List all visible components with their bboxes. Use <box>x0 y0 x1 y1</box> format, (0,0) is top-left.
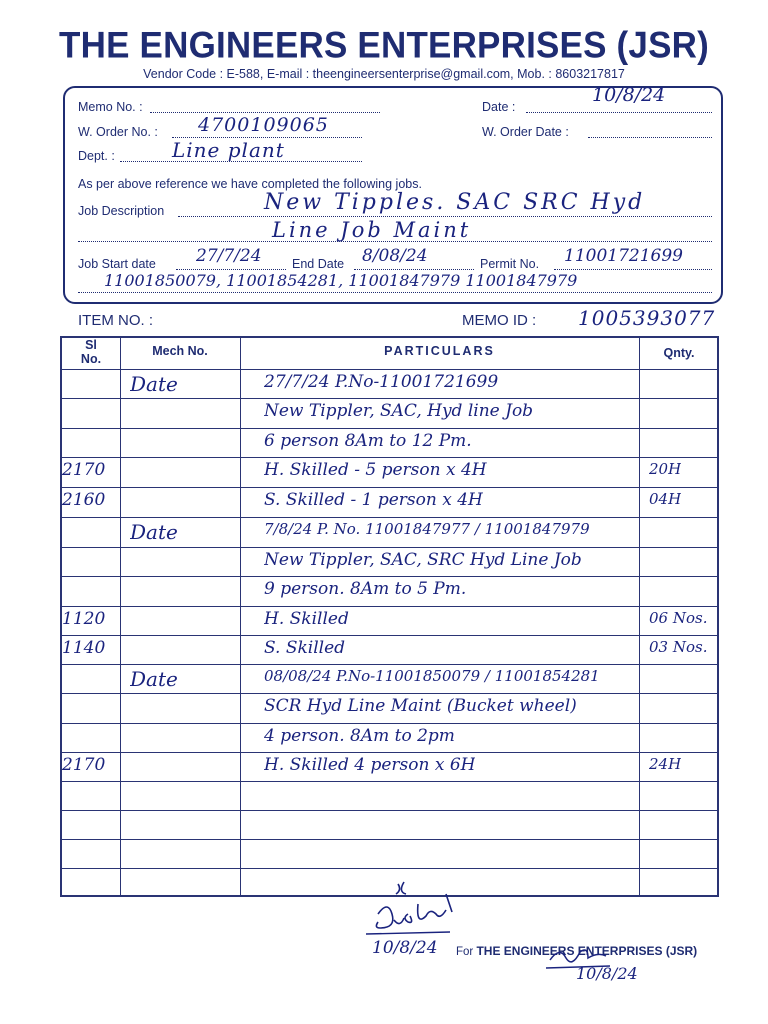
header-particulars: PARTICULARS <box>384 344 495 358</box>
work-order-date-label: W. Order Date : <box>482 125 569 139</box>
company-title: THE ENGINEERS ENTERPRISES (JSR) <box>59 25 709 66</box>
memo-no-label: Memo No. : <box>78 100 143 114</box>
permit-numbers-line-2: 11001850079, 11001854281, 11001847979 11001847979 <box>104 271 578 290</box>
signature-2-date: 10/8/24 <box>576 964 638 983</box>
job-start-line <box>176 269 286 270</box>
job-description-value-1: New Tipples. SAC SRC Hyd <box>264 190 646 215</box>
cell-particulars: New Tippler, SAC, Hyd line Job <box>264 401 534 421</box>
table-row-line <box>60 487 719 488</box>
table-row-line <box>60 868 719 869</box>
table-row-line <box>60 723 719 724</box>
job-description-label: Job Description <box>78 204 165 218</box>
cell-particulars: 08/08/24 P.No-11001850079 / 11001854281 <box>264 667 600 685</box>
end-date-label: End Date <box>292 257 345 271</box>
job-start-label: Job Start date <box>78 257 156 271</box>
permit-line-2 <box>78 292 712 293</box>
job-description-line-1 <box>178 216 712 217</box>
footer-prefix: For <box>456 946 474 958</box>
cell-sl: 1120 <box>62 609 106 629</box>
cell-particulars: 7/8/24 P. No. 11001847977 / 11001847979 <box>264 520 590 538</box>
dept-label: Dept. : <box>78 149 115 163</box>
permit-no-label: Permit No. <box>480 257 540 271</box>
cell-qnty: 24H <box>649 755 682 773</box>
item-no-label: ITEM NO. : <box>78 312 153 329</box>
table-row-line <box>60 839 719 840</box>
table-row-line <box>60 606 719 607</box>
header-sl-no: Sl No. <box>80 338 102 366</box>
permit-no-line <box>554 269 712 270</box>
table-row-line <box>60 664 719 665</box>
date-label: Date : <box>482 100 516 114</box>
job-start-value: 27/7/24 <box>196 246 262 266</box>
work-order-no-value: 4700109065 <box>198 114 329 136</box>
table-row-line <box>60 398 719 399</box>
footer-company-name: THE ENGINEERS ENTERPRISES (JSR) <box>476 944 698 958</box>
header-qnty: Qnty. <box>663 346 695 360</box>
table-row-line <box>60 781 719 782</box>
cell-sl: 2170 <box>62 755 106 775</box>
cell-sl: 2170 <box>62 460 106 480</box>
table-row-line <box>60 369 719 370</box>
cell-particulars: S. Skilled - 1 person x 4H <box>264 490 483 510</box>
cell-particulars: H. Skilled - 5 person x 4H <box>264 460 487 480</box>
permit-no-value: 11001721699 <box>564 246 683 266</box>
reference-text: As per above reference we have completed the following jobs. <box>78 177 422 191</box>
header-mech-no: Mech No. <box>152 344 208 358</box>
cell-particulars: H. Skilled <box>264 609 349 629</box>
cell-qnty: 03 Nos. <box>649 638 708 656</box>
cell-particulars: H. Skilled 4 person x 6H <box>264 755 476 775</box>
table-row-line <box>60 517 719 518</box>
table-row-line <box>60 810 719 811</box>
cell-mech: Date <box>130 667 178 691</box>
signature-1-date: 10/8/24 <box>372 938 438 958</box>
memo-id-value: 1005393077 <box>578 306 716 330</box>
date-line <box>526 112 712 113</box>
job-description-value-2: Line Job Maint <box>272 218 472 242</box>
work-order-date-line <box>588 137 712 138</box>
col-divider-mech <box>240 336 241 897</box>
cell-particulars: New Tippler, SAC, SRC Hyd Line Job <box>264 550 582 570</box>
table-row-line <box>60 547 719 548</box>
end-date-line <box>354 269 474 270</box>
cell-sl: 2160 <box>62 490 106 510</box>
cell-qnty: 06 Nos. <box>649 609 708 627</box>
table-row-line <box>60 457 719 458</box>
cell-particulars: 4 person. 8Am to 2pm <box>264 726 455 746</box>
memo-id-label: MEMO ID : <box>462 312 537 329</box>
date-value: 10/8/24 <box>592 84 666 106</box>
table-row-line <box>60 693 719 694</box>
cell-particulars: SCR Hyd Line Maint (Bucket wheel) <box>264 696 577 716</box>
end-date-value: 8/08/24 <box>362 246 428 266</box>
dept-value: Line plant <box>172 138 285 162</box>
vendor-line: Vendor Code : E-588, E-mail : theengineersenterprise@gmail.com, Mob. : 8603217817 <box>143 67 625 81</box>
cell-qnty: 04H <box>649 490 682 508</box>
work-order-no-label: W. Order No. : <box>78 125 158 139</box>
table-row-line <box>60 752 719 753</box>
cell-particulars: 9 person. 8Am to 5 Pm. <box>264 579 467 599</box>
table-row-line <box>60 576 719 577</box>
cell-sl: 1140 <box>62 638 106 658</box>
cell-mech: Date <box>130 372 178 396</box>
cell-qnty: 20H <box>649 460 682 478</box>
memo-no-line <box>150 112 380 113</box>
col-divider-particulars <box>639 336 640 897</box>
table-row-line <box>60 635 719 636</box>
cell-particulars: 6 person 8Am to 12 Pm. <box>264 431 472 451</box>
col-divider-sl <box>120 336 121 897</box>
cell-particulars: 27/7/24 P.No-11001721699 <box>264 372 499 392</box>
cell-particulars: S. Skilled <box>264 638 346 658</box>
cell-mech: Date <box>130 520 178 544</box>
table-row-line <box>60 428 719 429</box>
